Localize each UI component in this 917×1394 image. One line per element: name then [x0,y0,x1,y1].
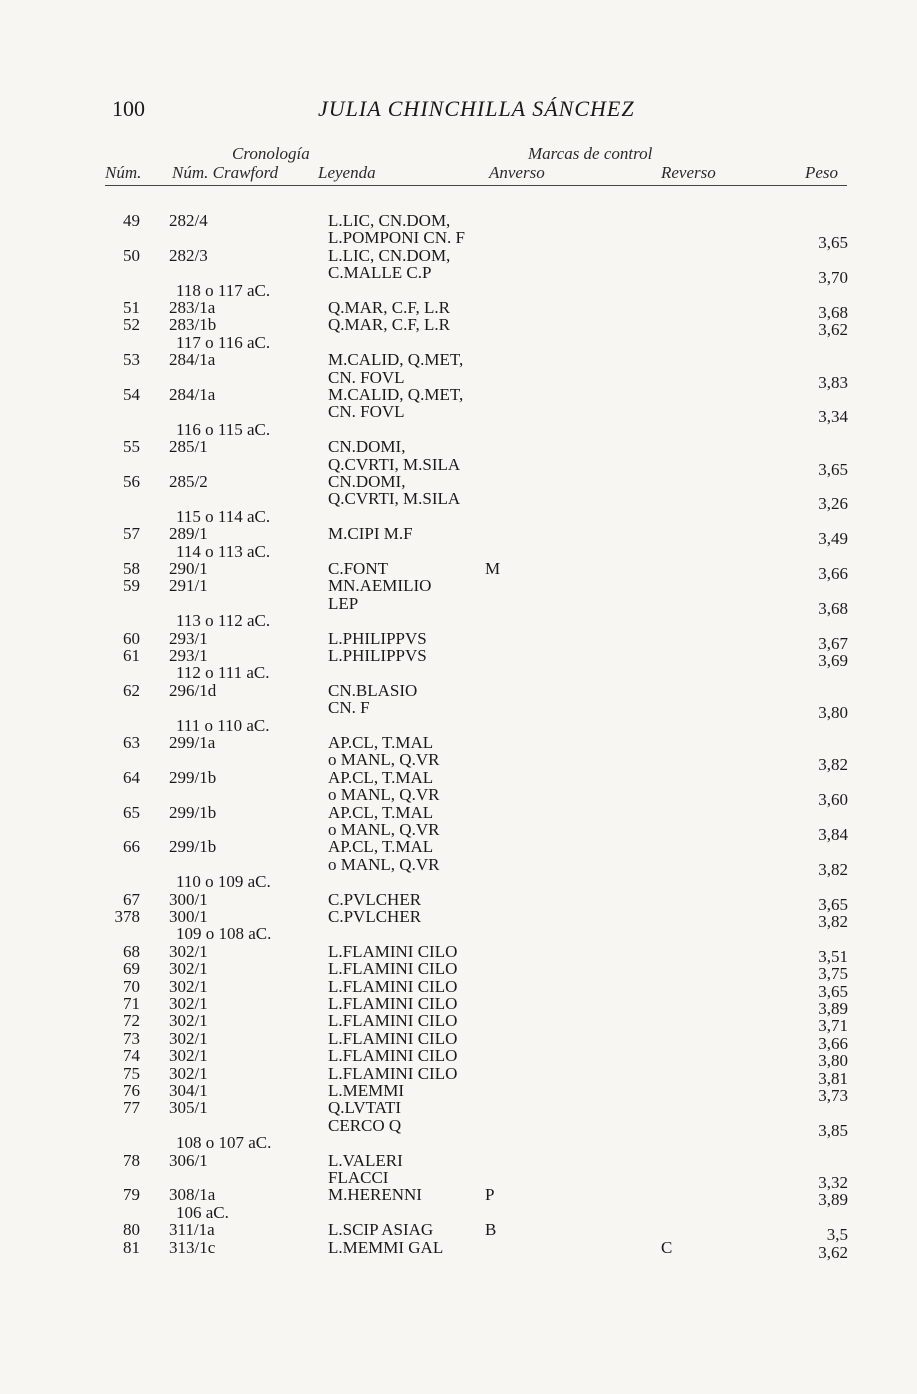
header-leyenda: Leyenda [318,163,376,182]
row-number: 77 [123,1098,140,1118]
chronology-date: 108 o 107 aC. [176,1133,272,1153]
row-number: 55 [123,437,140,457]
leyenda-line: L.PHILIPPVS [328,646,427,665]
leyenda-line: AP.CL, T.MAL [328,767,434,787]
chronology-date: 114 o 113 aC. [176,541,271,561]
crawford-number: 283/1b [169,315,217,335]
crawford-number: 282/3 [169,245,208,265]
row-number: 79 [123,1185,140,1205]
leyenda-line: L.FLAMINI CILO [328,959,458,979]
crawford-number: 302/1 [169,1046,208,1066]
row-number: 66 [123,837,140,857]
peso-value: 3,26 [818,494,848,514]
leyenda-line: L.FLAMINI CILO [328,1011,458,1031]
row-number: 61 [123,646,140,665]
leyenda-line: CERCO Q [328,1115,402,1135]
row-number: 73 [123,1028,140,1048]
leyenda-line: CN. F [328,698,370,718]
header-anverso: Anverso [489,163,545,182]
crawford-number: 305/1 [169,1098,208,1118]
chronology-date: 106 aC. [176,1202,229,1222]
peso-value: 3,66 [818,564,848,583]
leyenda-line: MN.AEMILIO [328,576,432,596]
crawford-number: 300/1 [169,907,208,926]
peso-value: 3,89 [818,999,848,1018]
leyenda-line: L.FLAMINI CILO [328,994,458,1013]
leyenda-line: CN.DOMI, [328,437,406,457]
chronology-date: 118 o 117 aC. [176,280,271,300]
crawford-number: 311/1a [169,1220,215,1240]
row-number: 60 [123,628,140,648]
peso-value: 3,65 [818,233,848,253]
row-number: 50 [123,245,140,265]
crawford-number: 302/1 [169,976,208,996]
peso-value: 3,82 [818,859,848,879]
leyenda-line: L.FLAMINI CILO [328,941,458,961]
leyenda-line: Q.CVRTI, M.SILA [328,454,461,474]
leyenda-line: CN.DOMI, [328,472,406,491]
leyenda-line: o MANL, Q.VR [328,820,440,839]
chronology-date: 110 o 109 aC. [176,872,271,892]
crawford-number: 283/1a [169,298,216,317]
peso-value: 3,82 [818,912,848,931]
chronology-date: 112 o 111 aC. [176,663,270,683]
chronology-date: 109 o 108 aC. [176,924,272,944]
chronology-date: 117 o 116 aC. [176,332,271,352]
row-number: 52 [123,315,140,335]
crawford-number: 299/1b [169,802,217,822]
leyenda-line: o MANL, Q.VR [328,785,440,805]
leyenda-line: AP.CL, T.MAL [328,733,434,752]
crawford-number: 284/1a [169,350,216,370]
leyenda-line: AP.CL, T.MAL [328,802,434,822]
crawford-number: 313/1c [169,1237,216,1257]
leyenda-line: L.LIC, CN.DOM, [328,245,451,265]
row-number: 76 [123,1081,140,1100]
crawford-number: 302/1 [169,941,208,961]
crawford-number: 306/1 [169,1150,208,1170]
anverso-mark: M [485,559,501,578]
chronology-date: 111 o 110 aC. [176,715,270,735]
leyenda-line: L.LIC, CN.DOM, [328,211,451,230]
peso-value: 3,32 [818,1173,848,1192]
crawford-number: 299/1b [169,837,217,857]
leyenda-line: L.VALERI [328,1150,403,1170]
crawford-number: 308/1a [169,1185,216,1205]
row-number: 80 [123,1220,140,1240]
crawford-number: 302/1 [169,994,208,1013]
peso-value: 3,66 [818,1033,848,1053]
row-number: 74 [123,1046,140,1066]
leyenda-line: Q.LVTATI [328,1098,402,1118]
peso-value: 3,68 [818,303,848,322]
crawford-number: 302/1 [169,1063,208,1083]
row-number: 65 [123,802,140,822]
leyenda-line: M.HERENNI [328,1185,422,1205]
peso-value: 3,82 [818,755,848,775]
peso-value: 3,49 [818,529,848,549]
reverso-mark: C [661,1237,673,1257]
crawford-number: 293/1 [169,628,208,648]
header-peso: Peso [805,163,839,182]
running-title: JULIA CHINCHILLA SÁNCHEZ [318,96,635,121]
crawford-number: 302/1 [169,1011,208,1031]
row-number: 78 [123,1150,140,1170]
leyenda-line: CN. FOVL [328,402,405,422]
leyenda-line: L.FLAMINI CILO [328,1028,458,1048]
row-number: 378 [114,907,140,926]
peso-value: 3,67 [818,633,848,653]
leyenda-line: L.FLAMINI CILO [328,976,458,996]
peso-value: 3,84 [818,825,848,844]
anverso-mark: B [485,1220,497,1240]
peso-value: 3,80 [818,703,848,723]
crawford-number: 284/1a [169,385,216,404]
anverso-mark: P [485,1185,495,1205]
peso-value: 3,62 [818,320,848,340]
header-cronologia: Cronología [232,144,310,163]
peso-value: 3,71 [818,1016,848,1036]
peso-value: 3,80 [818,1051,848,1071]
row-number: 69 [123,959,140,979]
peso-value: 3,65 [818,894,848,914]
row-number: 63 [123,733,140,752]
crawford-number: 299/1b [169,767,217,787]
leyenda-line: LEP [328,593,359,613]
row-number: 72 [123,1011,140,1031]
peso-value: 3,83 [818,372,848,392]
row-number: 56 [123,472,140,491]
row-number: 71 [123,994,140,1013]
peso-value: 3,68 [818,598,848,618]
crawford-number: 285/2 [169,472,208,491]
peso-value: 3,62 [818,1242,848,1262]
leyenda-line: Q.MAR, C.F, L.R [328,315,450,335]
leyenda-line: L.SCIP ASIAG [328,1220,434,1240]
leyenda-line: L.MEMMI [328,1081,405,1100]
leyenda-line: Q.MAR, C.F, L.R [328,298,450,317]
row-number: 53 [123,350,140,370]
peso-value: 3,34 [818,407,848,427]
peso-value: 3,5 [826,1225,848,1245]
page-number: 100 [112,96,145,121]
leyenda-line: L.MEMMI GAL [328,1237,444,1257]
crawford-number: 304/1 [169,1081,208,1100]
row-number: 59 [123,576,140,596]
leyenda-line: C.PVLCHER [328,889,422,909]
row-number: 70 [123,976,140,996]
crawford-number: 290/1 [169,559,208,578]
crawford-number: 289/1 [169,524,208,544]
leyenda-line: CN.BLASIO [328,680,418,700]
row-number: 68 [123,941,140,961]
leyenda-line: Q.CVRTI, M.SILA [328,489,461,509]
peso-value: 3,85 [818,1120,848,1140]
crawford-number: 296/1d [169,680,217,700]
header-num-crawford: Núm. Crawford [172,163,279,182]
leyenda-line: M.CALID, Q.MET, [328,385,464,404]
row-number: 81 [123,1237,140,1257]
row-number: 57 [123,524,140,544]
crawford-number: 293/1 [169,646,208,665]
leyenda-line: C.FONT [328,559,388,578]
peso-value: 3,65 [818,459,848,479]
crawford-number: 282/4 [169,211,208,230]
row-number: 51 [123,298,140,317]
peso-value: 3,60 [818,790,848,810]
row-number: 58 [123,559,140,578]
leyenda-line: M.CALID, Q.MET, [328,350,464,370]
header-reverso: Reverso [661,163,716,182]
leyenda-line: C.MALLE C.P [328,263,432,283]
header-rule [105,185,847,186]
peso-value: 3,70 [818,268,848,288]
header-num: Núm. [105,163,142,182]
crawford-number: 291/1 [169,576,208,596]
leyenda-line: C.PVLCHER [328,907,422,926]
crawford-number: 285/1 [169,437,208,457]
leyenda-line: L.POMPONI CN. F [328,228,465,248]
peso-value: 3,89 [818,1190,848,1210]
peso-value: 3,73 [818,1086,848,1105]
row-number: 67 [123,889,140,909]
row-number: 75 [123,1063,140,1083]
crawford-number: 299/1a [169,733,216,752]
crawford-number: 302/1 [169,1028,208,1048]
leyenda-line: L.FLAMINI CILO [328,1046,458,1066]
chronology-date: 116 o 115 aC. [176,419,271,439]
peso-value: 3,75 [818,964,848,984]
leyenda-line: L.FLAMINI CILO [328,1063,458,1083]
crawford-number: 302/1 [169,959,208,979]
leyenda-line: AP.CL, T.MAL [328,837,434,857]
row-number: 62 [123,680,140,700]
leyenda-line: o MANL, Q.VR [328,854,440,874]
leyenda-line: CN. FOVL [328,367,405,387]
peso-value: 3,51 [818,946,848,966]
leyenda-line: L.PHILIPPVS [328,628,427,648]
header-marcas-control: Marcas de control [528,144,653,163]
peso-value: 3,69 [818,651,848,670]
chronology-date: 113 o 112 aC. [176,611,271,631]
crawford-number: 300/1 [169,889,208,909]
peso-value: 3,65 [818,981,848,1001]
leyenda-line: FLACCI [328,1168,389,1187]
row-number: 54 [123,385,140,404]
row-number: 64 [123,767,140,787]
leyenda-line: o MANL, Q.VR [328,750,440,770]
leyenda-line: M.CIPI M.F [328,524,413,544]
row-number: 49 [123,211,140,230]
chronology-date: 115 o 114 aC. [176,506,271,526]
peso-value: 3,81 [818,1068,848,1088]
